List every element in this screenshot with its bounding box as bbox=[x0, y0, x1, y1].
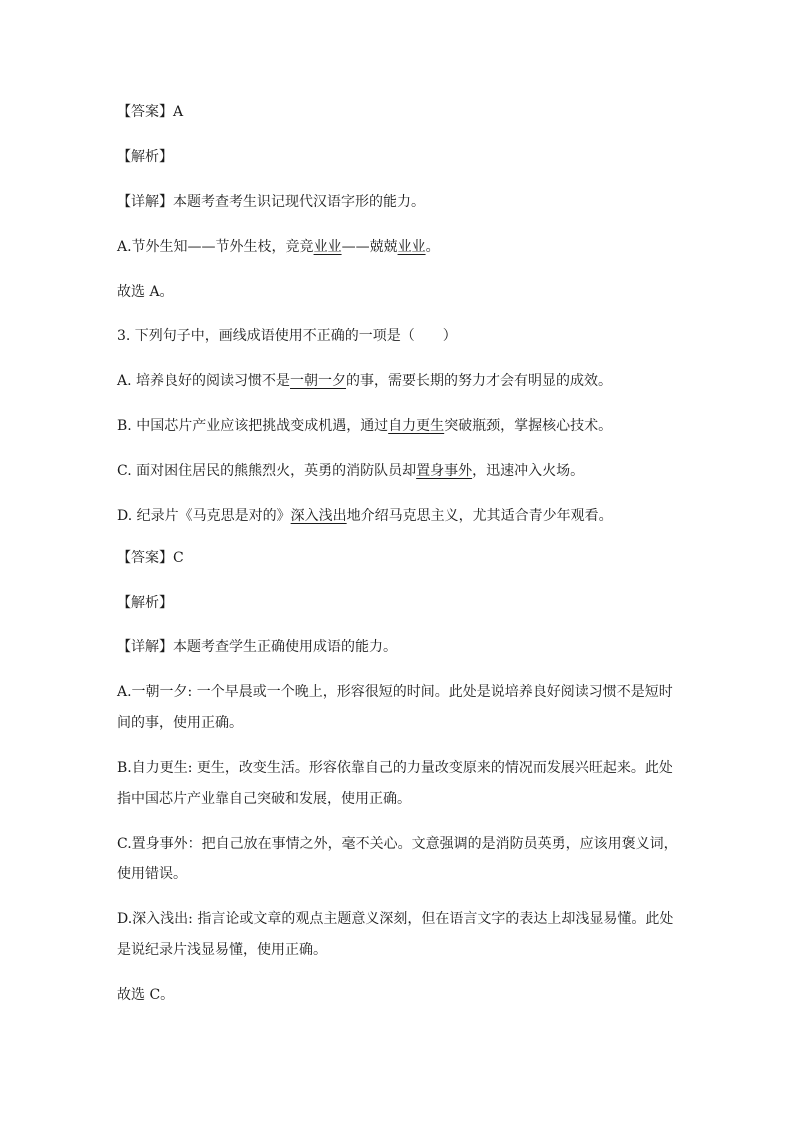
underlined-idiom: 深入浅出 bbox=[290, 508, 347, 524]
q3-option-b bbox=[117, 416, 612, 436]
underlined-idiom: 一朝一夕 bbox=[290, 373, 347, 389]
option-text: 突破瓶颈，掌握核心技术。 bbox=[444, 418, 613, 434]
q3-option-c bbox=[117, 461, 584, 481]
explanation-a-line1: A.一朝一夕: 一个早晨或一个晚上，形容很短的时间。此处是说培养良好阅读习惯不是短时 bbox=[117, 684, 673, 700]
q2-option-a-text: A.节外生知——节外生枝，竞竞 bbox=[117, 239, 314, 255]
explanation-c-line2: 使用错误。 bbox=[117, 866, 187, 882]
q3-option-a bbox=[117, 371, 612, 391]
q2-analysis-label: 【解析】 bbox=[117, 149, 173, 165]
q2-underlined-word: 业业 bbox=[313, 239, 342, 255]
explanation-a-line2: 间的事，使用正确。 bbox=[117, 715, 243, 731]
q3-conclusion: 故选 C。 bbox=[117, 987, 175, 1003]
option-text: 的事，需要长期的努力才会有明显的成效。 bbox=[346, 373, 613, 389]
option-text: A. 培养良好的阅读习惯不是 bbox=[117, 373, 291, 389]
q2-underlined-word: 业业 bbox=[397, 239, 426, 255]
option-text: 地介绍马克思主义，尤其适合青少年观看。 bbox=[346, 508, 613, 524]
q2-detail: 【详解】本题考查考生识记现代汉语字形的能力。 bbox=[117, 194, 425, 210]
q2-answer: 【答案】A bbox=[117, 104, 184, 120]
q3-answer: 【答案】C bbox=[117, 550, 184, 566]
option-text: D. 纪录片《马克思是对的》 bbox=[117, 508, 291, 524]
q3-question: 3. 下列句子中，画线成语使用不正确的一项是（ ） bbox=[117, 328, 457, 344]
q2-conclusion: 故选 A。 bbox=[117, 284, 174, 300]
explanation-c-line1: C.置身事外：把自己放在事情之外，毫不关心。文意强调的是消防员英勇，应该用褒义词， bbox=[117, 836, 678, 852]
q2-option-a bbox=[117, 237, 440, 257]
underlined-idiom: 自力更生 bbox=[388, 418, 445, 434]
option-text: C. 面对困住居民的熊熊烈火，英勇的消防队员却 bbox=[117, 463, 417, 479]
explanation-b-line2: 指中国芯片产业靠自己突破和发展，使用正确。 bbox=[117, 791, 411, 807]
q3-detail: 【详解】本题考查学生正确使用成语的能力。 bbox=[117, 639, 397, 655]
q3-analysis-label: 【解析】 bbox=[117, 595, 173, 611]
explanation-d-line1: D.深入浅出: 指言论或文章的观点主题意义深刻，但在语言文字的表达上却浅显易懂。此处 bbox=[117, 911, 674, 927]
option-text: B. 中国芯片产业应该把挑战变成机遇，通过 bbox=[117, 418, 389, 434]
explanation-b-line1: B.自力更生: 更生，改变生活。形容依靠自己的力量改变原来的情况而发展兴旺起来。此处 bbox=[117, 760, 673, 776]
q3-option-d bbox=[117, 506, 613, 526]
q2-option-a-text: 。 bbox=[425, 239, 440, 255]
q2-option-a-text: ——兢兢 bbox=[341, 239, 398, 255]
option-text: ，迅速冲入火场。 bbox=[472, 463, 585, 479]
explanation-d-line2: 是说纪录片浅显易懂，使用正确。 bbox=[117, 942, 327, 958]
underlined-idiom: 置身事外 bbox=[416, 463, 473, 479]
